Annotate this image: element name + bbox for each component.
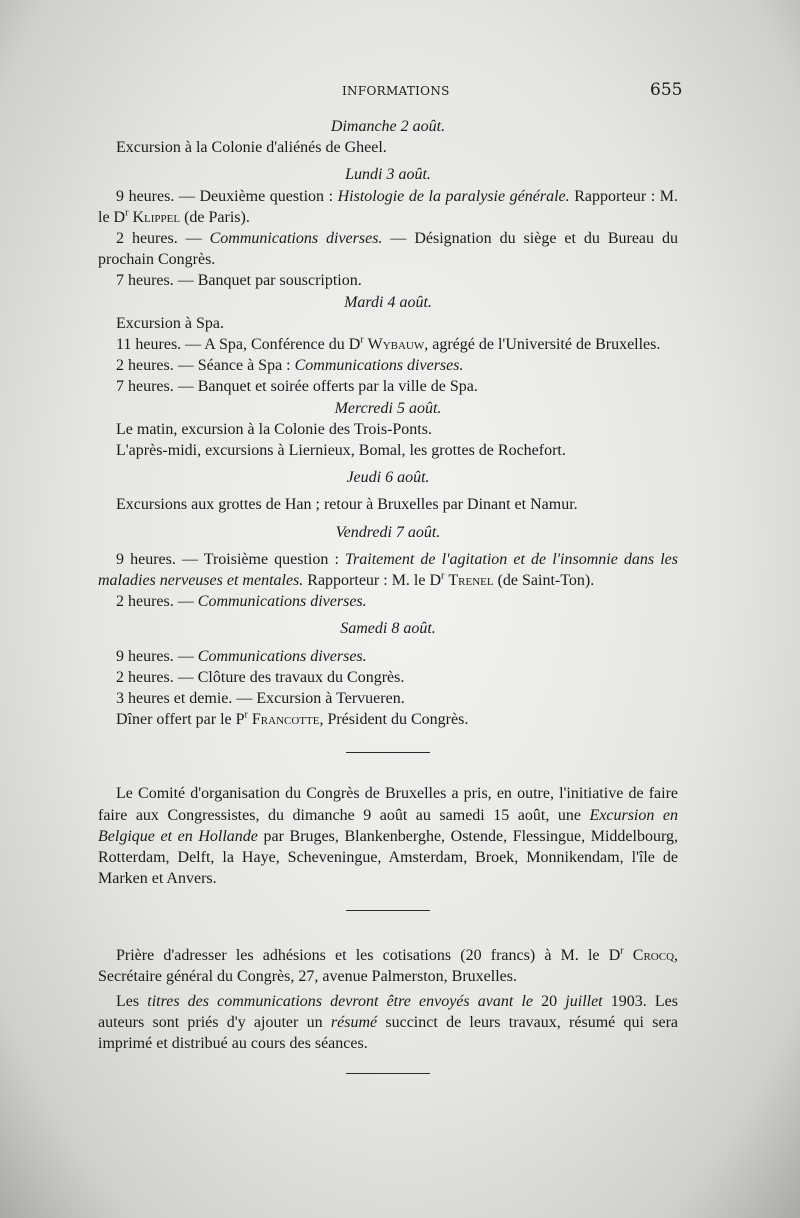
- notice-excursion: Le Comité d'organisation du Congrès de Bruxelles a pris, en outre, l'initiative de faire faire aux Congressistes, du dimanche 9 août au samedi 15 août, une Excursion en Belgique et en Hollande par Bruges, Blankenberghe, Ostende, Flessingue, Middelbourg, Rotterdam, Delft, la Haye, Scheveningue, Amsterdam, Broek, Monnikendam, l'île de Marken et Anvers.: [98, 785, 678, 888]
- page-number: 655: [650, 80, 683, 100]
- person-name: Klippel: [132, 208, 181, 226]
- programme-line: 11 heures. — A Spa, Conférence du $D^r$ Wybauw, agrégé de l'Université de Bruxelles.: [116, 334, 661, 354]
- running-title: INFORMATIONS: [342, 84, 450, 98]
- day-heading-vendredi: Vendredi 7 août.: [335, 523, 441, 541]
- person-name: Crocq: [632, 946, 675, 964]
- notice-adhesions: Prière d'adresser les adhésions et les cotisations (20 francs) à M. le $D^r$ Crocq, Secrétaire général du Congrès, 27, avenue Palmerston, Bruxelles.: [98, 945, 679, 985]
- programme-line: 9 heures. — Communications diverses.: [116, 647, 367, 665]
- day-heading-samedi: Samedi 8 août.: [340, 620, 436, 638]
- day-heading-mercredi: Mercredi 5 août.: [334, 399, 442, 417]
- programme-line: 7 heures. — Banquet et soirée offerts par la ville de Spa.: [116, 378, 478, 396]
- body-text: [98, 116, 678, 1074]
- programme-line: 2 heures. — Séance à Spa : Communications diverses.: [116, 357, 464, 375]
- programme-line: 3 heures et demie. — Excursion à Tervueren.: [116, 690, 405, 708]
- day-heading-mardi: Mardi 4 août.: [344, 293, 432, 311]
- programme-line: 9 heures. — Deuxième question : Histologie de la paralysie générale. Rapporteur : M. le $D^r$ Klippel (de Paris).: [98, 187, 679, 226]
- day-heading-jeudi: Jeudi 6 août.: [346, 469, 430, 487]
- programme-line: Excursion à Spa.: [116, 314, 224, 332]
- day-heading-dimanche: Dimanche 2 août.: [330, 118, 446, 135]
- running-head: [0, 80, 800, 102]
- person-name: Trenel: [448, 572, 494, 590]
- programme-line: 2 heures. — Communications diverses.: [116, 593, 367, 611]
- day-heading-lundi: Lundi 3 août.: [345, 166, 431, 184]
- programme-line: Le matin, excursion à la Colonie des Trois-Ponts.: [116, 420, 432, 438]
- programme-line: 2 heures. — Communications diverses. — Désignation du siège et du Bureau du prochain Congrès.: [98, 230, 678, 269]
- section-divider: [346, 1073, 430, 1074]
- person-name: Wybauw: [367, 336, 425, 354]
- programme-line: 7 heures. — Banquet par souscription.: [116, 272, 362, 290]
- programme-line: L'après-midi, excursions à Liernieux, Bomal, les grottes de Rochefort.: [116, 442, 566, 460]
- programme-line: Excursion à la Colonie d'aliénés de Gheel.: [116, 139, 387, 157]
- programme-line: Excursions aux grottes de Han ; retour à Bruxelles par Dinant et Namur.: [116, 496, 578, 514]
- notice-communications: Les titres des communications devront être envoyés avant le 20 juillet 1903. Les auteurs sont priés d'y ajouter un résumé succinct de leurs travaux, résumé qui sera imprimé et distribué au cours des séances.: [98, 992, 679, 1053]
- programme-line: 9 heures. — Troisième question : Traitement de l'agitation et de l'insomnie dans les maladies nerveuses et mentales. Rapporteur : M. le $D^r$ Trenel (de Saint-Ton).: [98, 550, 679, 590]
- programme-line: 2 heures. — Clôture des travaux du Congrès.: [116, 668, 405, 686]
- programme-line: Dîner offert par le $P^r$ Francotte, Président du Congrès.: [116, 709, 469, 729]
- person-name: Francotte: [251, 711, 320, 729]
